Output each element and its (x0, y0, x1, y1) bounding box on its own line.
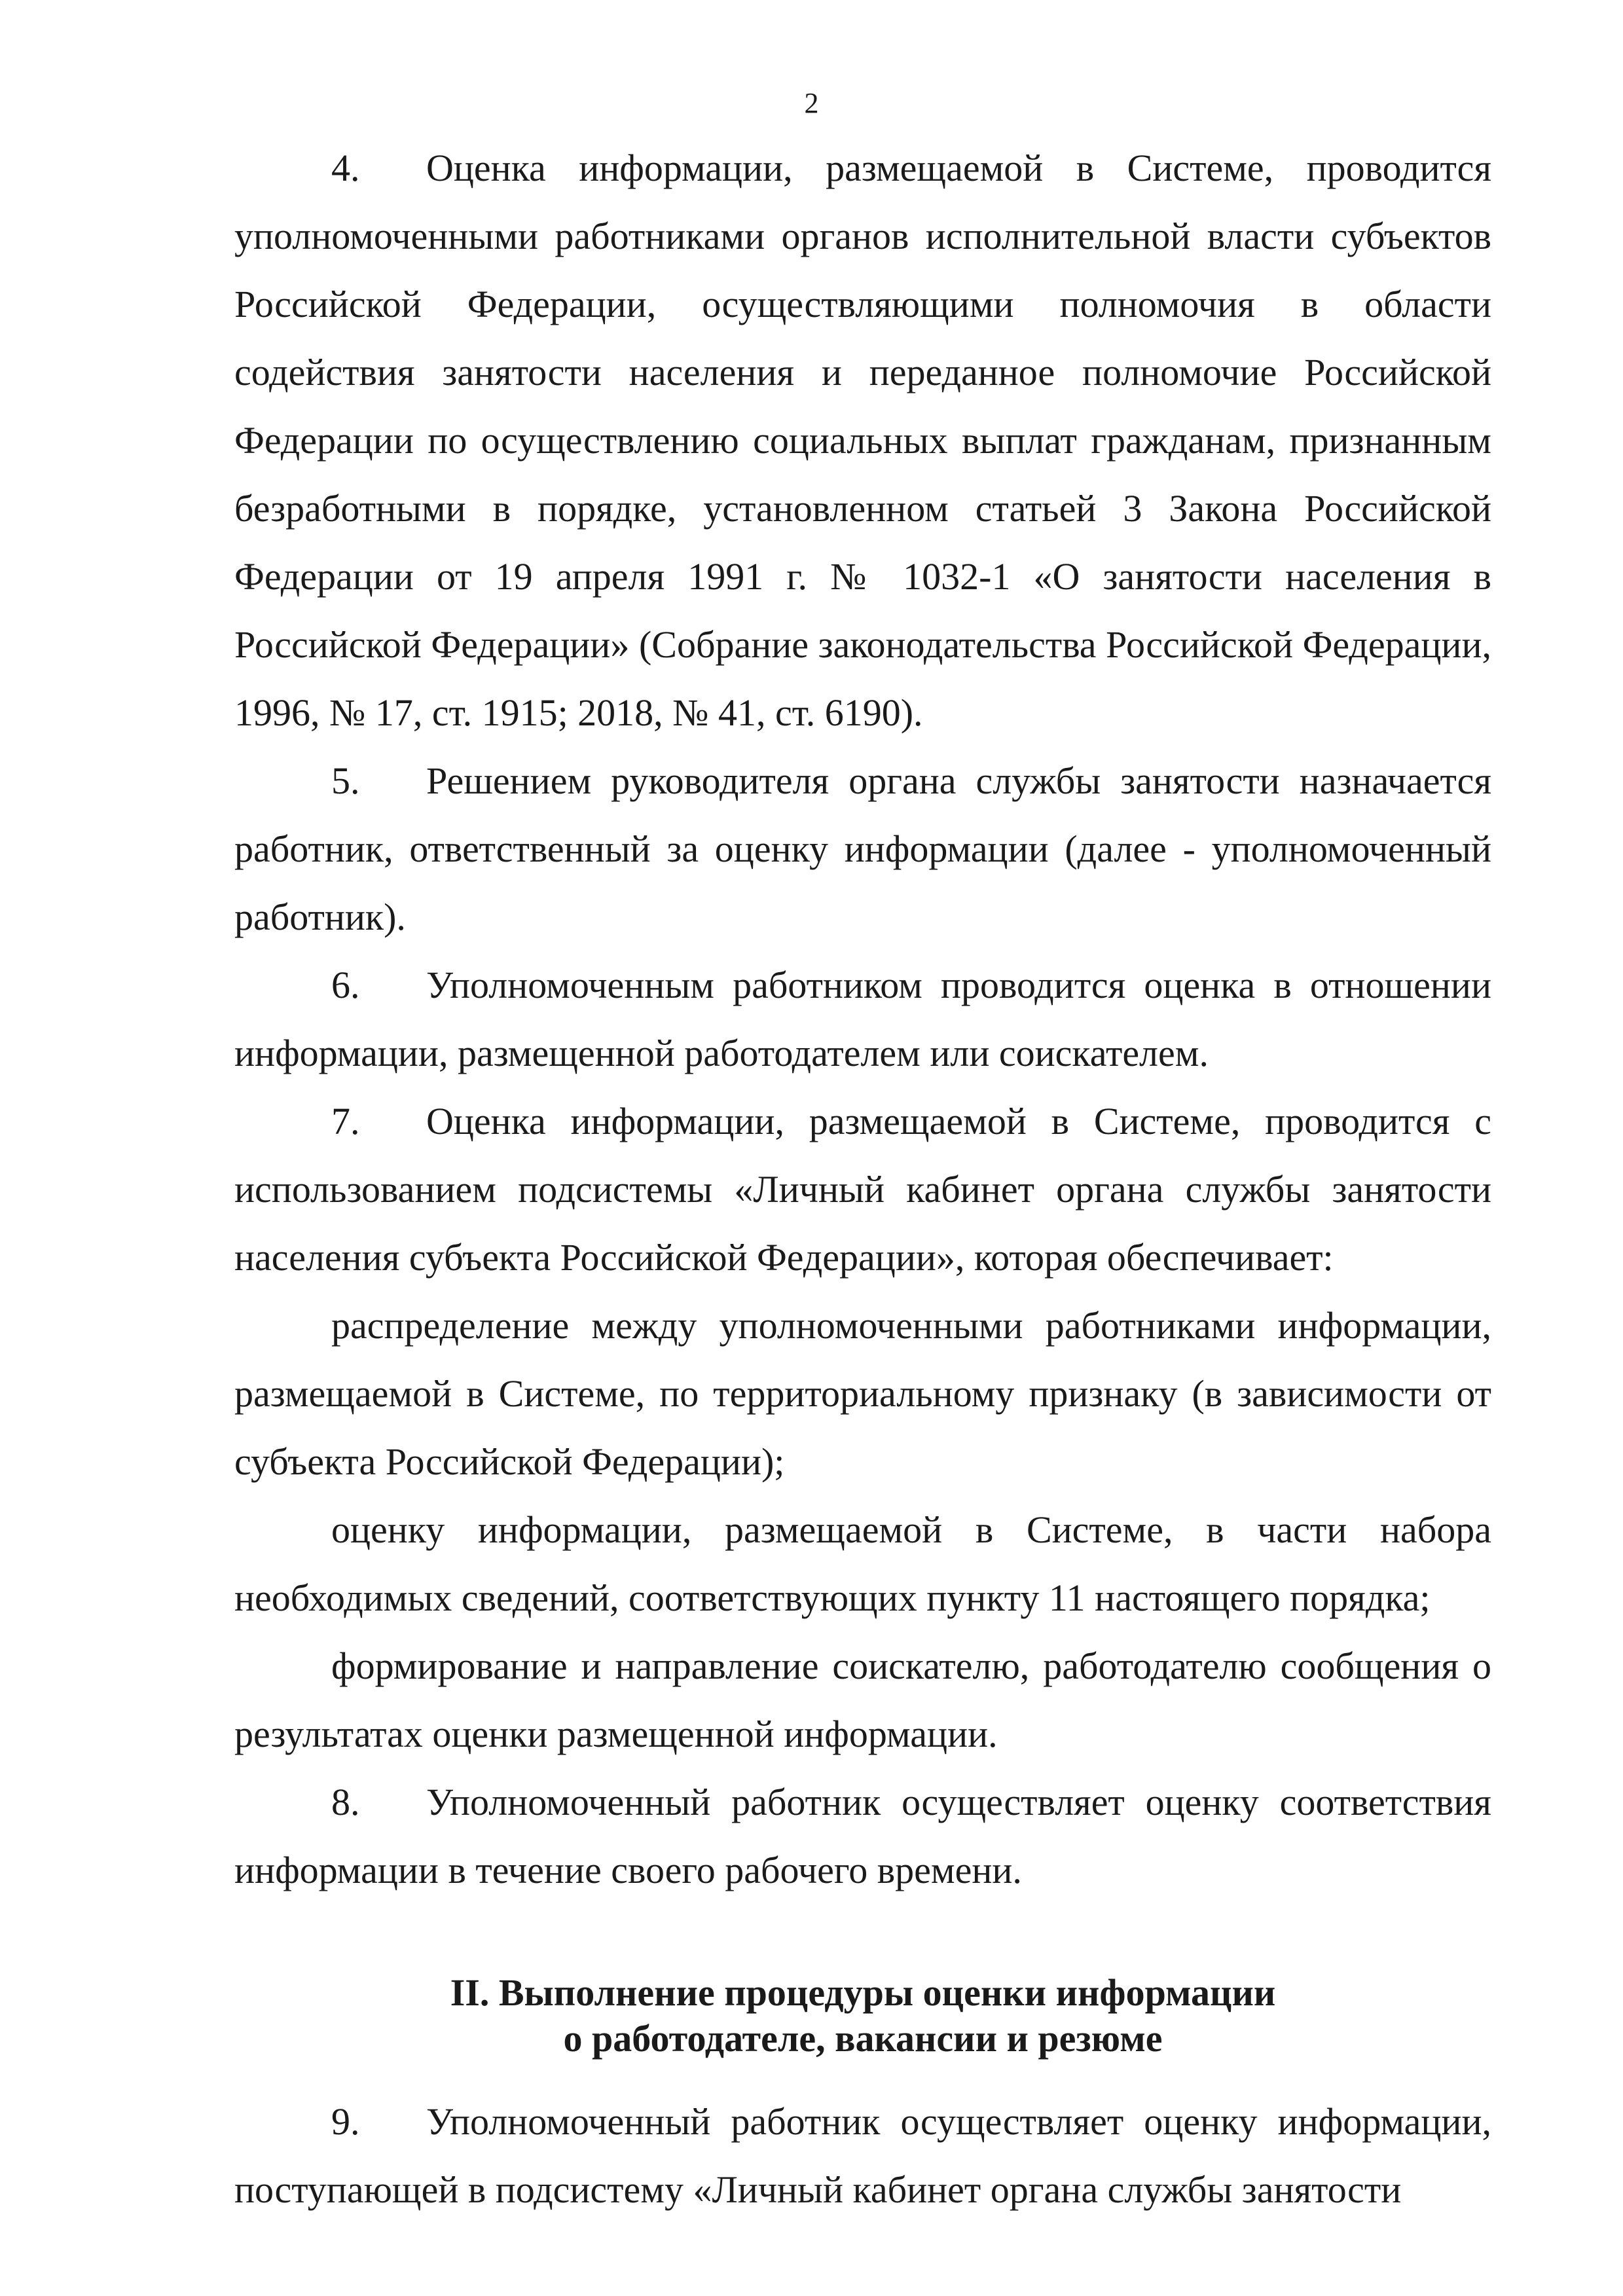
paragraph-text: Решением руководителя органа службы занятости назначается работник, ответственный за оценку информации (далее - уполномоченный работник). (234, 759, 1491, 938)
paragraph-number: 4. (331, 147, 360, 189)
paragraph-text: Уполномоченный работник осуществляет оценку соответствия информации в течение своего рабочего времени. (234, 1781, 1491, 1891)
paragraph-text: формирование и направление соискателю, работодателю сообщения о результатах оценки размещенной информации. (234, 1645, 1491, 1755)
paragraph-7-item-3 (234, 1632, 1491, 1768)
document-body (234, 134, 1491, 2224)
section-heading (234, 1970, 1491, 2062)
paragraph-text: Оценка информации, размещаемой в Системе, проводится с использованием подсистемы «Личный кабинет органа службы занятости населения субъекта Российской Федерации», которая обеспечивает: (234, 1100, 1491, 1279)
paragraph-8 (234, 1768, 1491, 1904)
paragraph-number: 6. (331, 964, 360, 1006)
paragraph-text: Оценка информации, размещаемой в Системе, проводится уполномоченными работниками органов исполнительной власти субъектов Российской Федерации, осуществляющими полномочия в области содействия занятости населения и переданное полномочие Российской Федерации по осуществлению социальных выплат гражданам, признанным безработными в порядке, установленном статьей 3 Закона Российской Федерации от 19 апреля 1991 г. № 1032-1 «О занятости населения в Российской Федерации» (Собрание законодательства Российской Федерации, 1996, № 17, ст. 1915; 2018, № 41, ст. 6190). (234, 147, 1491, 734)
paragraph-text: распределение между уполномоченными работниками информации, размещаемой в Системе, по территориальному признаку (в зависимости от субъекта Российской Федерации); (234, 1304, 1491, 1483)
paragraph-text: оценку информации, размещаемой в Системе, в части набора необходимых сведений, соответствующих пункту 11 настоящего порядка; (234, 1508, 1491, 1619)
paragraph-4 (234, 134, 1491, 747)
paragraph-7-item-2 (234, 1496, 1491, 1632)
paragraph-7-item-1 (234, 1292, 1491, 1496)
paragraph-number: 5. (331, 759, 360, 802)
paragraph-number: 9. (331, 2100, 360, 2143)
paragraph-5 (234, 747, 1491, 951)
paragraph-text: Уполномоченным работником проводится оценка в отношении информации, размещенной работодателем или соискателем. (234, 964, 1491, 1074)
page-number: 2 (804, 87, 819, 119)
paragraph-7 (234, 1087, 1491, 1292)
section-heading-line-2: о работодателе, вакансии и резюме (563, 2017, 1163, 2060)
paragraph-6 (234, 951, 1491, 1087)
paragraph-9 (234, 2088, 1491, 2224)
paragraph-number: 7. (331, 1100, 360, 1142)
paragraph-text: Уполномоченный работник осуществляет оценку информации, поступающей в подсистему «Личный кабинет органа службы занятости (234, 2100, 1491, 2211)
section-heading-line-1: II. Выполнение процедуры оценки информации (450, 1971, 1276, 2014)
paragraph-number: 8. (331, 1781, 360, 1823)
